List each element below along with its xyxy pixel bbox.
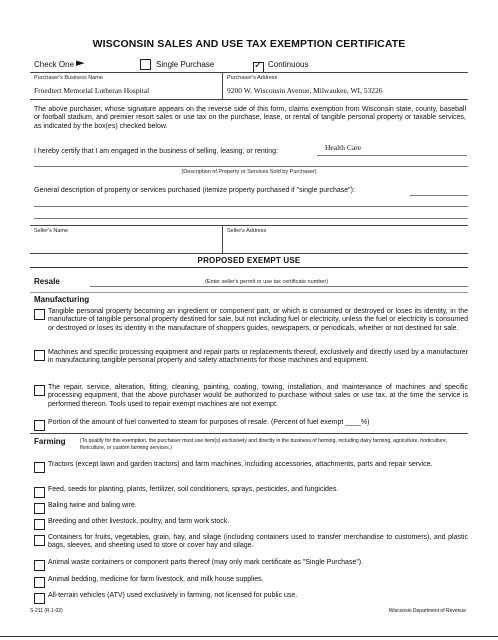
farming-item-2[interactable]	[34, 486, 468, 497]
proposed-rule	[30, 267, 468, 268]
farming-text-2: Feed, seeds for planting, plants, fertilizer, soil conditioners, sprays, pesticides, and fungicides.	[48, 486, 339, 493]
farming-checkbox-8[interactable]	[34, 593, 45, 604]
farming-text-5: Containers for fruits, vegetables, grain, hay, and silage (including containers used to transfer merchandise to customers), and plastic bags, sleeves, and sheeting used to store or cover hay and silage.	[48, 534, 468, 550]
manufacturing-item-2[interactable]	[34, 349, 468, 381]
manufacturing-checkbox-2[interactable]	[34, 350, 45, 361]
bottom-edge-line	[0, 636, 498, 637]
farming-item-4[interactable]	[34, 518, 468, 529]
farming-item-7[interactable]	[34, 576, 468, 587]
agency-name: Wisconsin Department of Revenue	[388, 608, 466, 614]
manufacturing-rule	[30, 292, 468, 293]
seller-top-rule	[30, 225, 468, 226]
certify-text: I hereby certify that I am engaged in the business of selling, leasing, or renting:	[34, 148, 278, 155]
farming-text-6: Animal waste containers or component parts thereof (may only mark certificate as "Single Purchase").	[48, 559, 364, 566]
general-desc-line-1	[410, 195, 468, 196]
certify-value[interactable]: Health Care	[325, 143, 362, 152]
farming-checkbox-4[interactable]	[34, 519, 45, 530]
farming-checkbox-5[interactable]	[34, 535, 45, 546]
farming-checkbox-2[interactable]	[34, 487, 45, 498]
farming-text-7: Animal bedding, medicine for farm livestock, and milk house supplies.	[48, 576, 264, 583]
single-purchase-checkbox[interactable]	[140, 59, 151, 70]
farming-item-3[interactable]	[34, 502, 468, 513]
address-label: Purchaser's Address	[227, 75, 278, 81]
single-purchase-label: Single Purchase	[156, 60, 215, 69]
farming-checkbox-6[interactable]	[34, 560, 45, 571]
business-name-value[interactable]: Froedtert Memorial Lutheran Hospital	[34, 86, 150, 95]
purchaser-bottom-rule	[30, 99, 468, 100]
certify-caption: (Description of Property or Services Sold by Purchaser)	[181, 169, 317, 175]
manufacturing-text-3: The repair, service, alteration, fitting, cleaning, painting, coating, towing, installation, and maintenance of machines and specific processing equipment, that the above purchaser would be authorized to purchase without sales or use tax, at the time the service is performed thereon. Tools used to repair exempt machines are not exempt.	[48, 384, 468, 408]
farming-item-6[interactable]	[34, 559, 468, 570]
farming-item-5[interactable]	[34, 534, 468, 554]
farming-text-1: Tractors (except lawn and garden tractors) and farm machines, including accessories, attachments, parts and repair service.	[48, 461, 433, 468]
manufacturing-heading: Manufacturing	[34, 295, 90, 304]
proposed-exempt-use-heading: PROPOSED EXEMPT USE	[197, 256, 301, 265]
seller-name-label: Seller's Name	[34, 228, 69, 234]
manufacturing-checkbox-3[interactable]	[34, 385, 45, 396]
purchaser-top-rule	[30, 72, 468, 73]
farming-checkbox-1[interactable]	[34, 462, 45, 473]
seller-address-label: Seller's Address	[227, 228, 267, 234]
manufacturing-item-1[interactable]	[34, 308, 468, 348]
certify-line	[317, 155, 467, 156]
general-desc-line-2	[34, 206, 468, 207]
farming-heading: Farming	[34, 437, 66, 446]
resale-line[interactable]	[90, 286, 468, 287]
farming-text-3: Baling twine and baling wire.	[48, 502, 137, 509]
check-one-label: Check One	[34, 60, 75, 69]
farming-text-4: Breeding and other livestock, poultry, and farm work stock.	[48, 518, 230, 525]
farming-checkbox-7[interactable]	[34, 577, 45, 588]
arrow-icon: ▶	[76, 60, 85, 67]
manufacturing-checkbox-4[interactable]	[34, 420, 45, 431]
manufacturing-checkbox-1[interactable]	[34, 309, 45, 320]
resale-caption: (Enter seller's permit or use tax certificate number)	[205, 279, 329, 285]
form-title: WISCONSIN SALES AND USE TAX EXEMPTION CERTIFICATE	[92, 38, 406, 50]
farming-note: (To qualify for this exemption, the purchaser must use item(s) exclusively and directly in the business of farming, including dairy farming, agriculture, horticulture, floriculture, or custom farming services.)	[80, 438, 448, 451]
manufacturing-text-4: Portion of the amount of fuel converted to steam for purposes of resale. (Percent of fuel exempt ____%)	[48, 419, 370, 426]
farming-item-1[interactable]	[34, 461, 468, 481]
certify-line-2	[34, 166, 468, 167]
manufacturing-text-2: Machines and specific processing equipment and repair parts or replacements thereof, exclusively and directly used by a manufacturer in manufacturing tangible personal property and safety attachments for those machines and equipment.	[48, 349, 468, 365]
continuous-label: Continuous	[268, 60, 309, 69]
form-number: S-211 (R.1-02)	[30, 608, 63, 614]
farming-checkbox-3[interactable]	[34, 503, 45, 514]
farming-item-8[interactable]	[34, 592, 468, 603]
resale-label: Resale	[34, 277, 60, 286]
general-desc-line-3	[34, 218, 468, 219]
manufacturing-text-1: Tangible personal property becoming an ingredient or component part, or which is consumed or destroyed or loses its identity, in the manufacture of tangible personal property destined for sale, but not including fuel or electricity, unless the fuel or electricity is consumed or destroyed or loses its identity in the manufacture of shoppers guides, newspapers, or periodicals, whether or not destined for sale.	[48, 308, 468, 332]
business-name-label: Purchaser's Business Name	[34, 75, 103, 81]
seller-bottom-rule	[30, 253, 468, 254]
intro-paragraph: The above purchaser, whose signature appears on the reverse side of this form, claims exemption from Wisconsin state, county, baseball or football stadium, and premier resort sales or use tax on the purchase, lease, or rental of tangible personal property or taxable services, as indicated by the box(es) checked below.	[34, 106, 466, 130]
manufacturing-item-3[interactable]	[34, 384, 468, 416]
general-description-label: General description of property or services purchased (itemize property purchased if "single purchase"):	[34, 187, 355, 194]
purchaser-divider	[222, 72, 223, 99]
manufacturing-item-4[interactable]	[34, 419, 468, 430]
farming-rule	[30, 433, 468, 434]
farming-text-8: All-terrain vehicles (ATV) used exclusively in farming, not licensed for public use.	[48, 592, 298, 599]
address-value[interactable]: 9200 W. Wisconsin Avenue, Milwaukee, WI, 53226	[227, 86, 383, 95]
seller-divider	[222, 225, 223, 253]
